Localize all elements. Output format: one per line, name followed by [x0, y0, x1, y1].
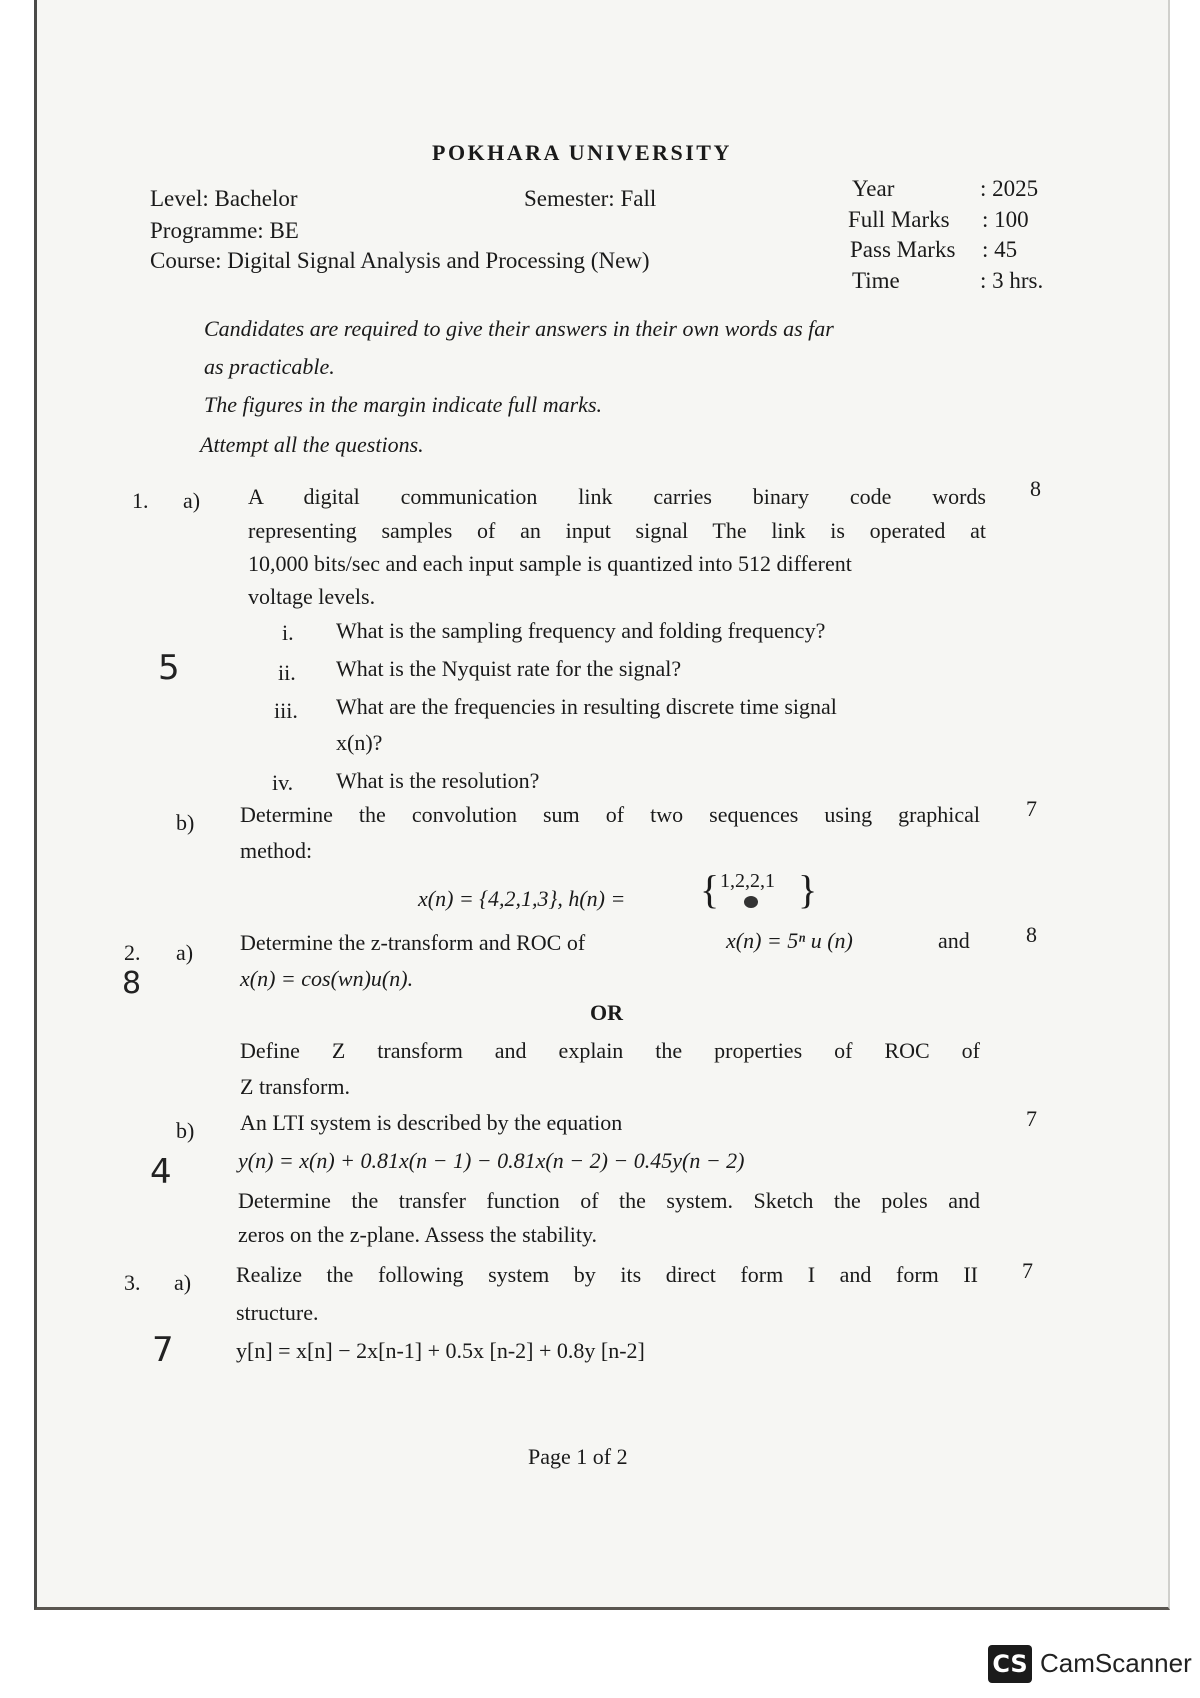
pass-marks-value: : 45: [982, 237, 1018, 262]
q1a-sub-text: What is the Nyquist rate for the signal?: [336, 656, 682, 681]
q2a-line1-start: Determine the z-transform and ROC of: [240, 930, 586, 955]
origin-marker-icon: [744, 896, 758, 908]
q2a-line1-eq: x(n) = 5ⁿ u (n): [726, 928, 853, 953]
q1a-sub-label: iii.: [274, 698, 298, 723]
q2b-line: An LTI system is described by the equation: [240, 1110, 623, 1135]
instruction-line: The figures in the margin indicate full marks.: [204, 392, 603, 417]
q3a-label: a): [174, 1270, 192, 1295]
q1b-line: method:: [240, 838, 313, 863]
handwritten-mark: 5: [158, 648, 180, 688]
time-label: Time: [852, 268, 900, 293]
q1a-line: representing samples of an input signal The link is operated at: [248, 518, 986, 543]
q2-alt-line: Define Z transform and explain the properties of ROC of: [240, 1038, 980, 1063]
q2-alt-line: Z transform.: [240, 1074, 350, 1099]
instruction-line: Attempt all the questions.: [200, 432, 424, 457]
q1a-label: a): [183, 488, 201, 513]
instruction-line: as practicable.: [204, 354, 335, 379]
q1a-sub-label: iv.: [272, 770, 294, 795]
q2b-line: Determine the transfer function of the system. Sketch the poles and: [238, 1188, 980, 1213]
full-marks-label: Full Marks: [848, 207, 950, 232]
q3a-line: Realize the following system by its direct form I and form II: [236, 1262, 978, 1287]
q1b-equation: x(n) = {4,2,1,3}, h(n) =: [418, 886, 626, 911]
q1a-marks: 8: [1030, 476, 1041, 501]
q1a-sub-text: x(n)?: [336, 730, 383, 755]
h-sequence-values: 1,2,2,1: [720, 870, 775, 892]
course: Course: Digital Signal Analysis and Processing (New): [150, 248, 650, 273]
camscanner-watermark: CamScanner: [1040, 1648, 1192, 1678]
left-brace: {: [700, 867, 720, 912]
q2b-marks: 7: [1026, 1106, 1037, 1131]
handwritten-mark: 7: [152, 1330, 174, 1370]
university-title: POKHARA UNIVERSITY: [432, 140, 732, 165]
q2a-line2: x(n) = cos(wn)u(n).: [240, 966, 414, 991]
level: Level: Bachelor: [150, 186, 298, 211]
q3a-marks: 7: [1022, 1258, 1033, 1283]
q2a-label: a): [176, 940, 194, 965]
q2b-line: zeros on the z-plane. Assess the stability.: [238, 1222, 598, 1247]
page-number: Page 1 of 2: [528, 1444, 628, 1469]
q1a-sub-text: What is the sampling frequency and folding frequency?: [336, 618, 826, 643]
time-value: : 3 hrs.: [980, 268, 1044, 293]
q2a-line1-end: and: [938, 928, 970, 953]
right-brace: }: [798, 867, 818, 912]
q1b-line: Determine the convolution sum of two sequences using graphical: [240, 802, 980, 827]
q2b-label: b): [176, 1118, 195, 1143]
q1a-line: A digital communication link carries binary code words: [248, 484, 986, 509]
semester: Semester: Fall: [524, 186, 657, 211]
q1a-line: 10,000 bits/sec and each input sample is quantized into 512 different: [248, 551, 852, 576]
q3a-line: structure.: [236, 1300, 319, 1325]
q2a-marks: 8: [1026, 922, 1037, 947]
full-marks-value: : 100: [982, 207, 1029, 232]
q3-number: 3.: [124, 1270, 141, 1295]
q3a-equation: y[n] = x[n] − 2x[n-1] + 0.5x [n-2] + 0.8y [n-2]: [236, 1338, 645, 1363]
q1a-sub-label: i.: [282, 620, 294, 645]
q1-number: 1.: [132, 488, 149, 513]
q2-number: 2.: [124, 940, 141, 965]
q1a-line: voltage levels.: [248, 584, 376, 609]
handwritten-mark: 8: [122, 966, 142, 1001]
year-value: : 2025: [980, 176, 1039, 201]
camscanner-logo-icon: CS: [988, 1645, 1032, 1683]
q1a-sub-label: ii.: [278, 660, 296, 685]
handwritten-mark: 4: [150, 1152, 172, 1192]
or-separator: OR: [590, 1000, 623, 1025]
q1a-sub-text: What are the frequencies in resulting discrete time signal: [336, 694, 837, 719]
programme: Programme: BE: [150, 218, 299, 243]
q2b-equation: y(n) = x(n) + 0.81x(n − 1) − 0.81x(n − 2) − 0.45y(n − 2): [238, 1148, 745, 1173]
q1b-label: b): [176, 810, 195, 835]
q1b-marks: 7: [1026, 796, 1037, 821]
pass-marks-label: Pass Marks: [850, 237, 956, 262]
instruction-line: Candidates are required to give their answers in their own words as far: [204, 316, 834, 341]
year-label: Year: [852, 176, 895, 201]
q1a-sub-text: What is the resolution?: [336, 768, 540, 793]
